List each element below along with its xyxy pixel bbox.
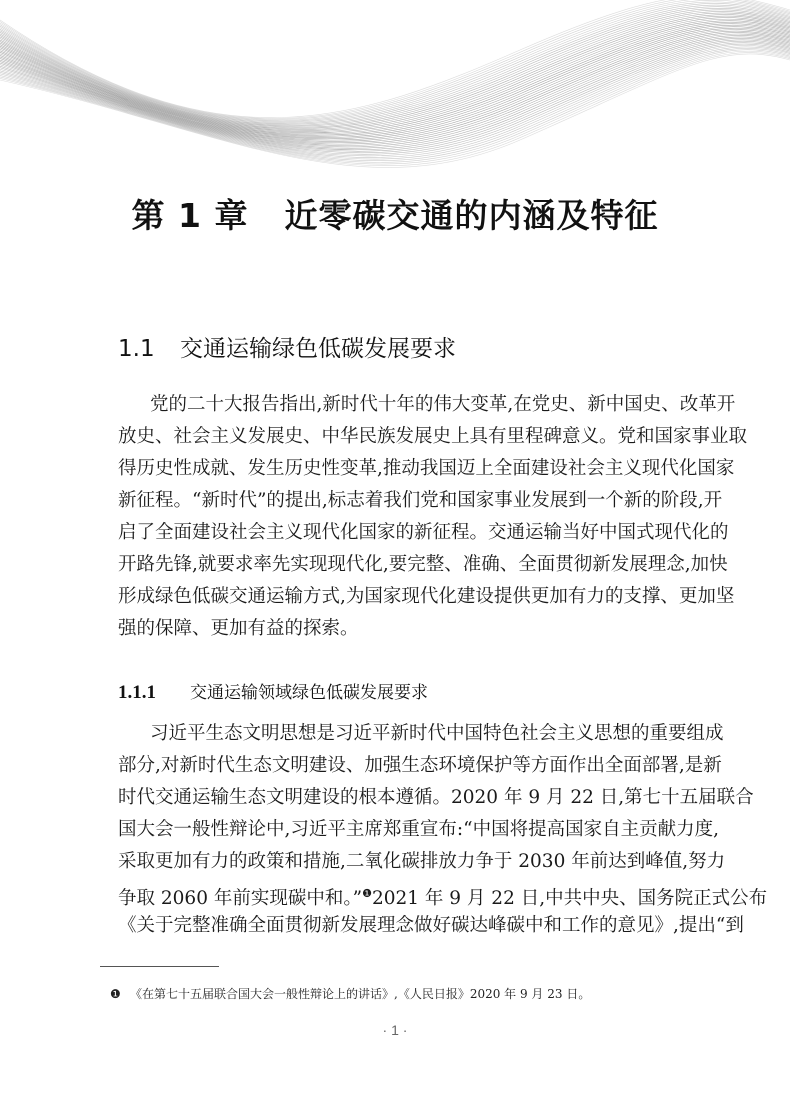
- wave-line: [0, 25, 790, 137]
- decorative-wave-header: [0, 0, 790, 200]
- text-line: 国大会一般性辩论中,习近平主席郑重宣布:“中国将提高国家自主贡献力度,: [118, 819, 719, 840]
- text-line: 时代交通运输生态文明建设的根本遵循。2020 年 9 月 22 日,第七十五届联合: [118, 787, 754, 808]
- subsection-heading: [118, 678, 428, 704]
- chapter-name: 近零碳交通的内涵及特征: [284, 196, 659, 235]
- subsection-title: 交通运输领域绿色低碳发展要求: [190, 683, 428, 703]
- text-line: 形成绿色低碳交通运输方式,为国家现代化建设提供更加有力的支撑、更加坚: [118, 586, 735, 607]
- wave-line: [0, 22, 790, 135]
- text-line: 开路先锋,就要求率先实现现代化,要完整、准确、全面贯彻新发展理念,加快: [118, 554, 728, 575]
- text-line: 《关于完整准确全面贯彻新发展理念做好碳达峰碳中和工作的意见》,提出“到: [118, 915, 744, 936]
- text-line: 新征程。“新时代”的提出,标志着我们党和国家事业发展到一个新的阶段,开: [118, 490, 723, 511]
- subsection-number: 1.1.1: [118, 682, 156, 703]
- footnote: [110, 985, 590, 1002]
- text-line: 采取更加有力的政策和措施,二氧化碳排放力争于 2030 年前达到峰值,努力: [118, 851, 726, 872]
- paragraph-2: [118, 718, 768, 942]
- wave-line: [0, 27, 790, 139]
- footnote-text: 《在第七十五届联合国大会一般性辩论上的讲话》,《人民日报》2020 年 9 月 23 日。: [130, 987, 591, 1001]
- text-line: 得历史性成就、发生历史性变革,推动我国迈上全面建设社会主义现代化国家: [118, 458, 735, 479]
- footnote-reference[interactable]: ❶: [362, 887, 372, 900]
- section-heading: [118, 330, 456, 363]
- wave-line: [0, 28, 790, 140]
- footnote-mark: ❶: [110, 987, 121, 1001]
- text-segment: 2021 年 9 月 22 日,中共中央、国务院正式公布: [371, 888, 768, 910]
- text-line: 党的二十大报告指出,新时代十年的伟大变革,在党史、新中国史、改革开: [150, 394, 736, 415]
- text-line: 部分,对新时代生态文明建设、加强生态环境保护等方面作出全面部署,是新: [118, 755, 722, 776]
- paragraph-1: [118, 389, 748, 645]
- wave-line: [0, 21, 790, 134]
- text-segment: 争取 2060 年前实现碳中和。”: [118, 888, 363, 910]
- wave-line: [0, 16, 790, 131]
- footnote-divider: [100, 966, 219, 967]
- text-line: 启了全面建设社会主义现代化国家的新征程。交通运输当好中国式现代化的: [118, 522, 729, 543]
- section-title: 交通运输绿色低碳发展要求: [180, 336, 456, 362]
- chapter-label: 第 1 章: [131, 196, 249, 235]
- page-number: · 1 ·: [382, 1022, 408, 1038]
- text-line: 习近平生态文明思想是习近平新时代中国特色社会主义思想的重要组成: [150, 723, 724, 744]
- section-number: 1.1: [118, 336, 155, 362]
- chapter-title: [0, 190, 790, 237]
- text-line: [118, 878, 768, 910]
- text-line: 放史、社会主义发展史、中华民族发展史上具有里程碑意义。党和国家事业取: [118, 426, 748, 447]
- text-line: 强的保障、更加有益的探索。: [118, 618, 359, 639]
